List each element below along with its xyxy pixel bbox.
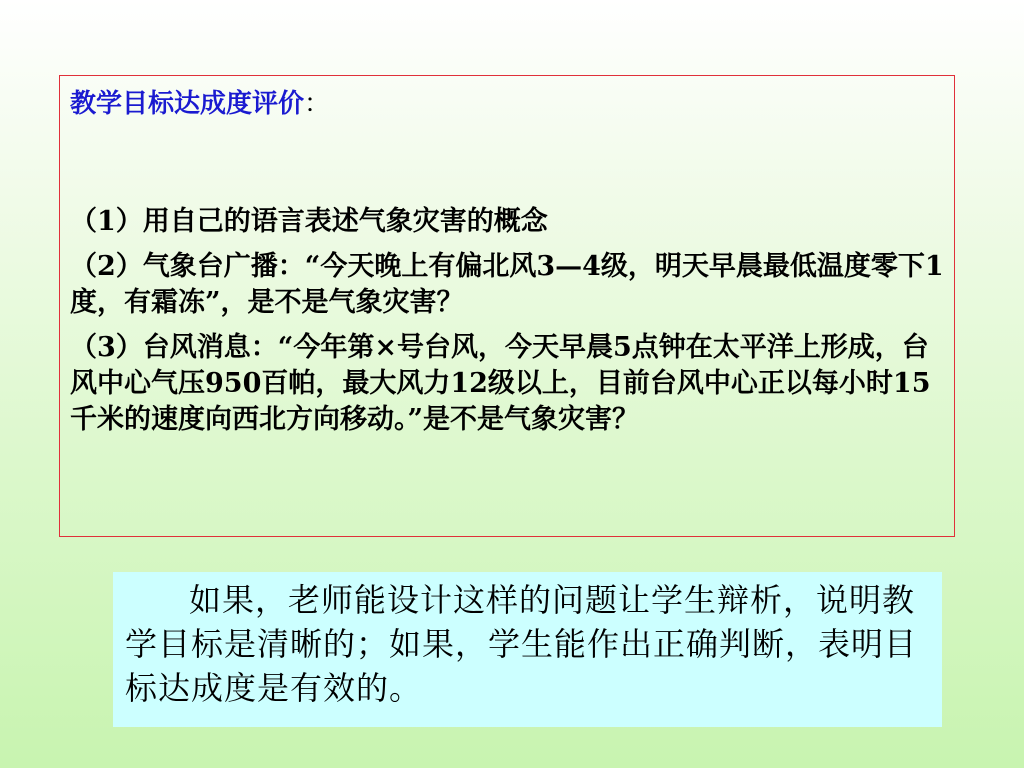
- note-box: [113, 572, 942, 727]
- evaluation-title-colon: ：: [304, 89, 331, 119]
- note-text: 如果，老师能设计这样的问题让学生辩析，说明教学目标是清晰的；如果，学生能作出正确判断，表明目标达成度是有效的。: [125, 581, 918, 707]
- evaluation-heading: [70, 86, 944, 122]
- evaluation-frame: [59, 75, 955, 537]
- question-item-2: （2）气象台广播：“今天晚上有偏北风3—4级，明天早晨最低温度零下1度，有霜冻”，是不是气象灾害？: [70, 251, 944, 318]
- question-item-3: （3）台风消息：“今年第×号台风，今天早晨5点钟在太平洋上形成，台风中心气压950百帕，最大风力12级以上，目前台风中心正以每小时15千米的速度向西北方向移动。”是不是气象灾害？: [70, 332, 931, 435]
- spacer: [70, 122, 944, 204]
- evaluation-title: 教学目标达成度评价: [70, 89, 305, 119]
- question-item-1: （1）用自己的语言表述气象灾害的概念: [70, 206, 548, 237]
